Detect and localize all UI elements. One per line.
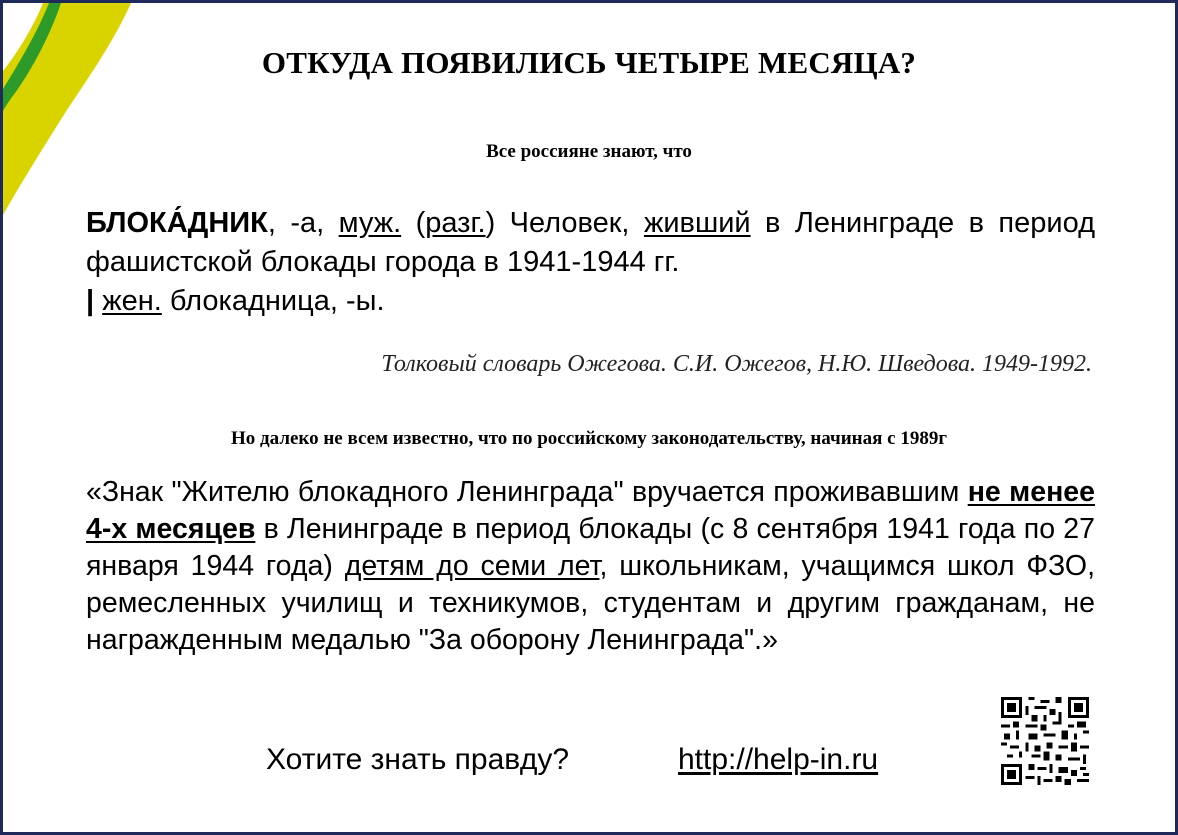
headword: БЛОКА́ДНИК bbox=[86, 207, 268, 239]
qr-code-icon[interactable] bbox=[1000, 697, 1090, 785]
gender-abbrev: муж. bbox=[338, 207, 402, 239]
dictionary-source: Толковый словарь Ожегова. С.И. Ожегов, Н.Ю. Шведова. 1949-1992. bbox=[381, 351, 1092, 377]
definition-text bbox=[94, 285, 102, 317]
footer-question: Хотите знать правду? bbox=[266, 743, 570, 776]
intro-line: Все россияне знают, что bbox=[486, 141, 692, 162]
law-quote bbox=[86, 474, 1095, 659]
register-abbrev: разг. bbox=[425, 207, 486, 239]
definition-text: в Ленинграде в период фашистской блокады города в 1941-1944 гг. bbox=[86, 207, 1096, 278]
corner-swoosh-decoration bbox=[3, 3, 143, 223]
help-in-link[interactable]: http://help-in.ru bbox=[678, 743, 879, 776]
definition-text: ) Человек, bbox=[485, 207, 644, 239]
law-intro-line: Но далеко не всем известно, что по российскому законодательству, начиная с 1989г bbox=[231, 428, 947, 449]
page-title: ОТКУДА ПОЯВИЛИСЬ ЧЕТЫРЕ МЕСЯЦА? bbox=[261, 45, 917, 80]
quote-text: в Ленинграде в период блокады (с 8 сентября 1941 года по 27 января 1944 года) bbox=[86, 513, 1095, 582]
quote-text: , школьникам, учащимся школ ФЗО, ремесленных училищ и техникумов, студентам и другим гражданам, не награжденным медалью "За оборону Ленинграда".» bbox=[86, 550, 1095, 656]
definition-text: блокадница, -ы. bbox=[161, 285, 385, 317]
children-phrase: детям до семи лет bbox=[344, 550, 600, 582]
lived-word: живший bbox=[643, 207, 751, 239]
definition-text: ( bbox=[401, 207, 426, 239]
dictionary-definition bbox=[86, 204, 1095, 321]
separator-bar: | bbox=[86, 285, 95, 317]
emphasized-duration: не менее 4-х месяцев bbox=[86, 476, 1095, 545]
feminine-abbrev: жен. bbox=[102, 285, 162, 317]
quote-text: «Знак "Жителю блокадного Ленинграда" вручается проживавшим bbox=[86, 476, 968, 508]
definition-text: , -а, bbox=[267, 207, 339, 239]
